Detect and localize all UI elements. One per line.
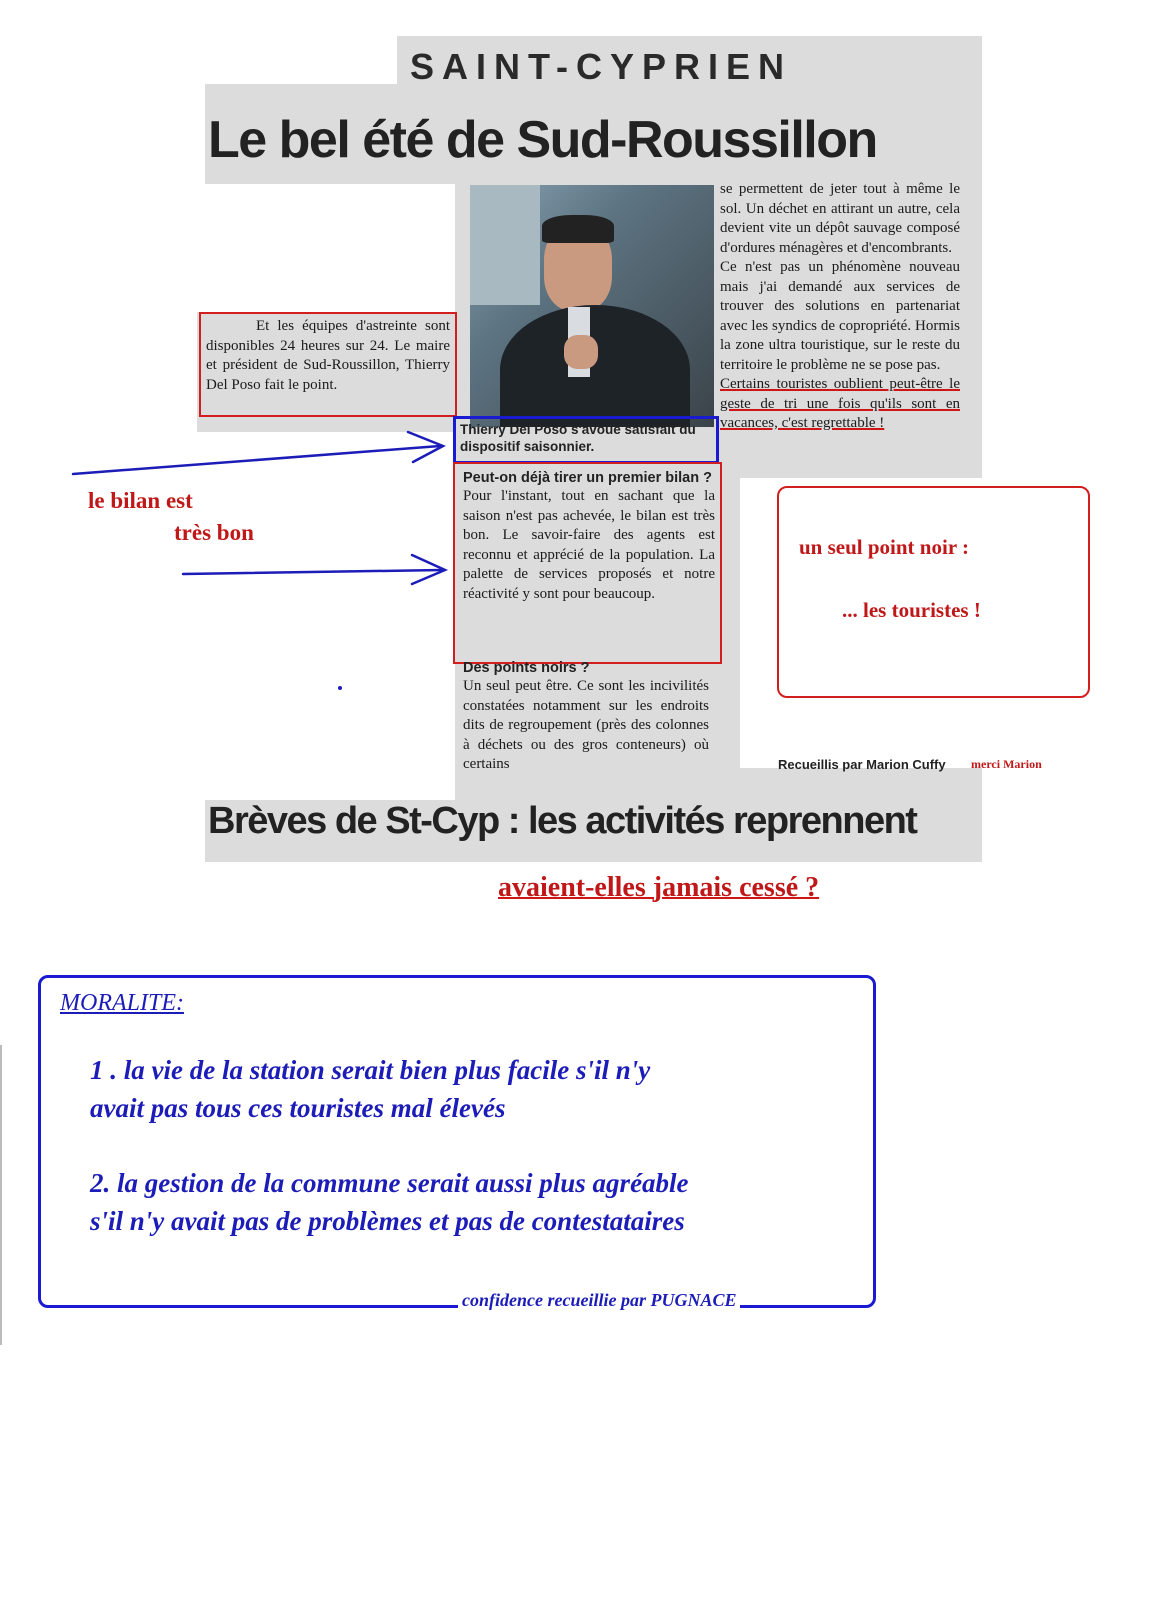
question-2: Des points noirs ? — [463, 660, 590, 676]
arrow-2-shaft — [183, 570, 442, 574]
stray-dot — [338, 686, 342, 690]
moralite-signature: confidence recueillie par PUGNACE — [458, 1290, 740, 1311]
kicker: SAINT-CYPRIEN — [410, 46, 793, 87]
photo-caption: Thierry Del Poso s'avoue satisfait du dispositif saisonnier. — [460, 422, 696, 454]
annotation-bilan-line2: très bon — [174, 520, 254, 545]
answer-2: Un seul peut être. Ce sont les incivilités constatées notamment sur les endroits dits de regroupement (près des colonnes à déchets ou des gros conteneurs) où certains — [463, 678, 709, 772]
annotation-point-noir-line1: un seul point noir : — [799, 535, 969, 559]
annotation-point-noir-line2: ... les touristes ! — [842, 598, 981, 622]
col3-paragraph-3: Certains touristes oublient peut-être le geste de tri une fois qu'ils sont en vacances, c'est regrettable ! — [720, 376, 960, 431]
moralite-item-2-line2: s'il n'y avait pas de problèmes et pas de contestataires — [90, 1206, 685, 1236]
moralite-item-1-line2: avait pas tous ces touristes mal élevés — [90, 1093, 506, 1123]
arrow-1-shaft — [73, 446, 440, 474]
annotation-question: avaient-elles jamais cessé ? — [498, 872, 820, 903]
moralite-item-2-line1: 2. la gestion de la commune serait aussi plus agréable — [90, 1168, 689, 1198]
col3-paragraph-1: se permettent de jeter tout à même le sol. Un déchet en attirant un autre, cela devient vite un dépôt sauvage composé d'ordures ménagères et d'encombrants. — [720, 181, 960, 256]
left-edge-line — [0, 1045, 2, 1345]
answer-1: Pour l'instant, tout en sachant que la saison n'est pas achevée, le bilan est très bon. Le savoir-faire des agents est reconnu et apprécié de la population. La palette de services proposés et notre réactivité y sont pour beaucoup. — [463, 488, 715, 602]
moralite-item-1-line1: 1 . la vie de la station serait bien plus facile s'il n'y — [90, 1055, 651, 1085]
question-1: Peut-on déjà tirer un premier bilan ? — [463, 470, 712, 486]
byline: Recueillis par Marion Cuffy — [778, 757, 946, 772]
headline: Le bel été de Sud-Roussillon — [208, 111, 877, 169]
intro-text: Et les équipes d'astreinte sont disponibles 24 heures sur 24. Le maire et président de Sud-Roussillon, Thierry Del Poso fait le point. — [206, 318, 450, 393]
second-headline: Brèves de St-Cyp : les activités reprennent — [208, 800, 917, 842]
annotation-bilan-line1: le bilan est — [88, 488, 193, 513]
col3-paragraph-2: Ce n'est pas un phénomène nouveau mais j'ai demandé aux services de trouver des solutions en partenariat avec les syndics de copropriété. Hormis la zone ultra touristique, sur le reste du territoire le problème ne se pose pas. — [720, 259, 960, 373]
merci-note: merci Marion — [971, 757, 1042, 771]
moralite-box — [38, 975, 876, 1308]
moralite-title: MORALITE: — [60, 990, 184, 1016]
point-noir-box — [777, 486, 1090, 698]
